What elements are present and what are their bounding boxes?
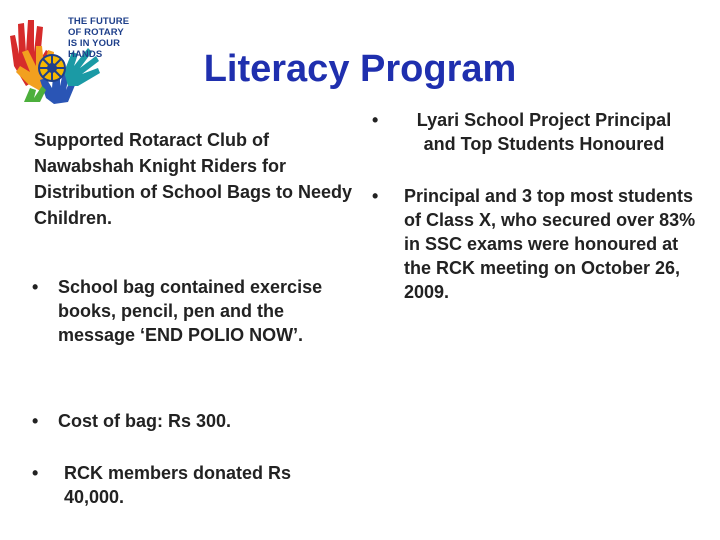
bullet-icon: • — [32, 277, 39, 297]
bullet-icon: • — [372, 186, 379, 206]
left-bullet-2 — [28, 409, 348, 433]
left-bullet-2-text: Cost of bag: Rs 300. — [58, 411, 232, 431]
left-bullet-1-text: School bag contained exercise books, pencil, pen and the message ‘END POLIO NOW’. — [58, 277, 323, 345]
bullet-icon: • — [32, 411, 39, 431]
right-bullet-1-text: Lyari School Project Principal and Top Students Honoured — [416, 110, 672, 154]
right-bullet-2 — [368, 184, 708, 304]
left-bullet-3 — [28, 461, 348, 509]
right-bullet-2-text: Principal and 3 top most students of Class X, who secured over 83% in SSC exams were honoured at the RCK meeting on October 26, 2009. — [404, 186, 696, 302]
left-bullet-3-text: RCK members donated Rs 40,000. — [64, 463, 292, 507]
page-title: Literacy Program — [203, 48, 517, 90]
logo-line-1: THE FUTURE OF ROTARY — [68, 16, 130, 38]
bullet-icon: • — [372, 110, 379, 130]
right-bullet-1 — [368, 108, 708, 156]
left-lead-paragraph: Supported Rotaract Club of Nawabshah Knight Riders for Distribution of School Bags to Needy Children. — [34, 130, 353, 228]
left-bullet-1 — [28, 275, 348, 347]
logo-line-2: IS IN YOUR HANDS — [68, 38, 121, 60]
bullet-icon: • — [32, 463, 39, 483]
